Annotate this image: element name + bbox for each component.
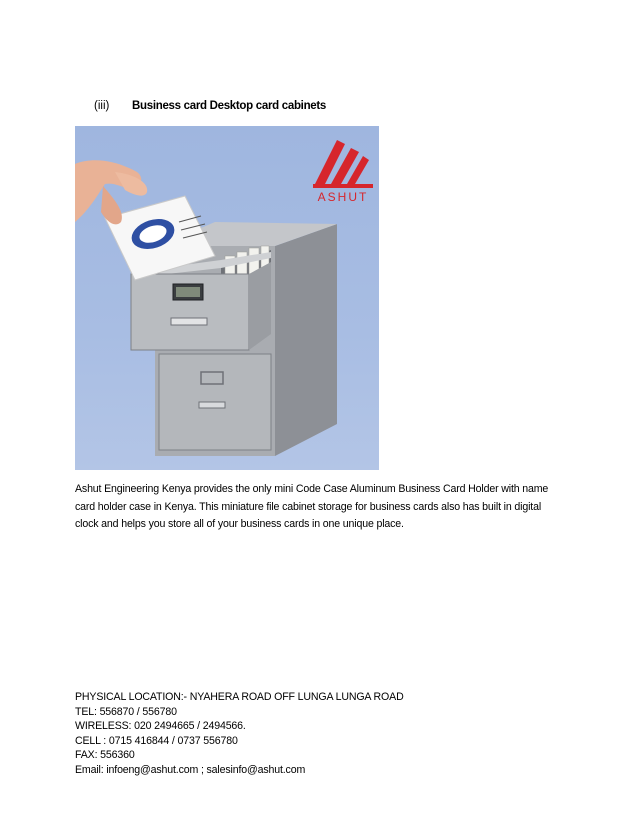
product-photo <box>75 126 379 470</box>
wireless: WIRELESS: 020 2494665 / 2494566. <box>75 720 246 733</box>
physical-location: PHYSICAL LOCATION:- NYAHERA ROAD OFF LUNGA LUNGA ROAD <box>75 691 404 703</box>
contact-block <box>75 690 565 778</box>
section-heading <box>94 100 326 112</box>
cell: CELL : 0715 416844 / 0737 556780 <box>75 734 238 747</box>
logo-text: ASHUT <box>317 190 369 204</box>
email: Email: infoeng@ashut.com ; salesinfo@ashut.com <box>75 763 306 776</box>
cabinet-illustration <box>75 126 379 470</box>
section-title: Business card Desktop card cabinets <box>132 100 327 112</box>
section-number: (iii) <box>94 100 110 112</box>
fax: FAX: 556360 <box>75 749 135 762</box>
cabinet-side <box>275 224 337 456</box>
product-description: Ashut Engineering Kenya provides the only mini Code Case Aluminum Business Card Holder with name card holder case in Kenya. This miniature file cabinet storage for business cards also has built in digital clock and helps you store all of your business cards in one unique place. <box>75 483 549 530</box>
telephone: TEL: 556870 / 556780 <box>75 705 177 718</box>
ashut-logo <box>313 140 373 204</box>
